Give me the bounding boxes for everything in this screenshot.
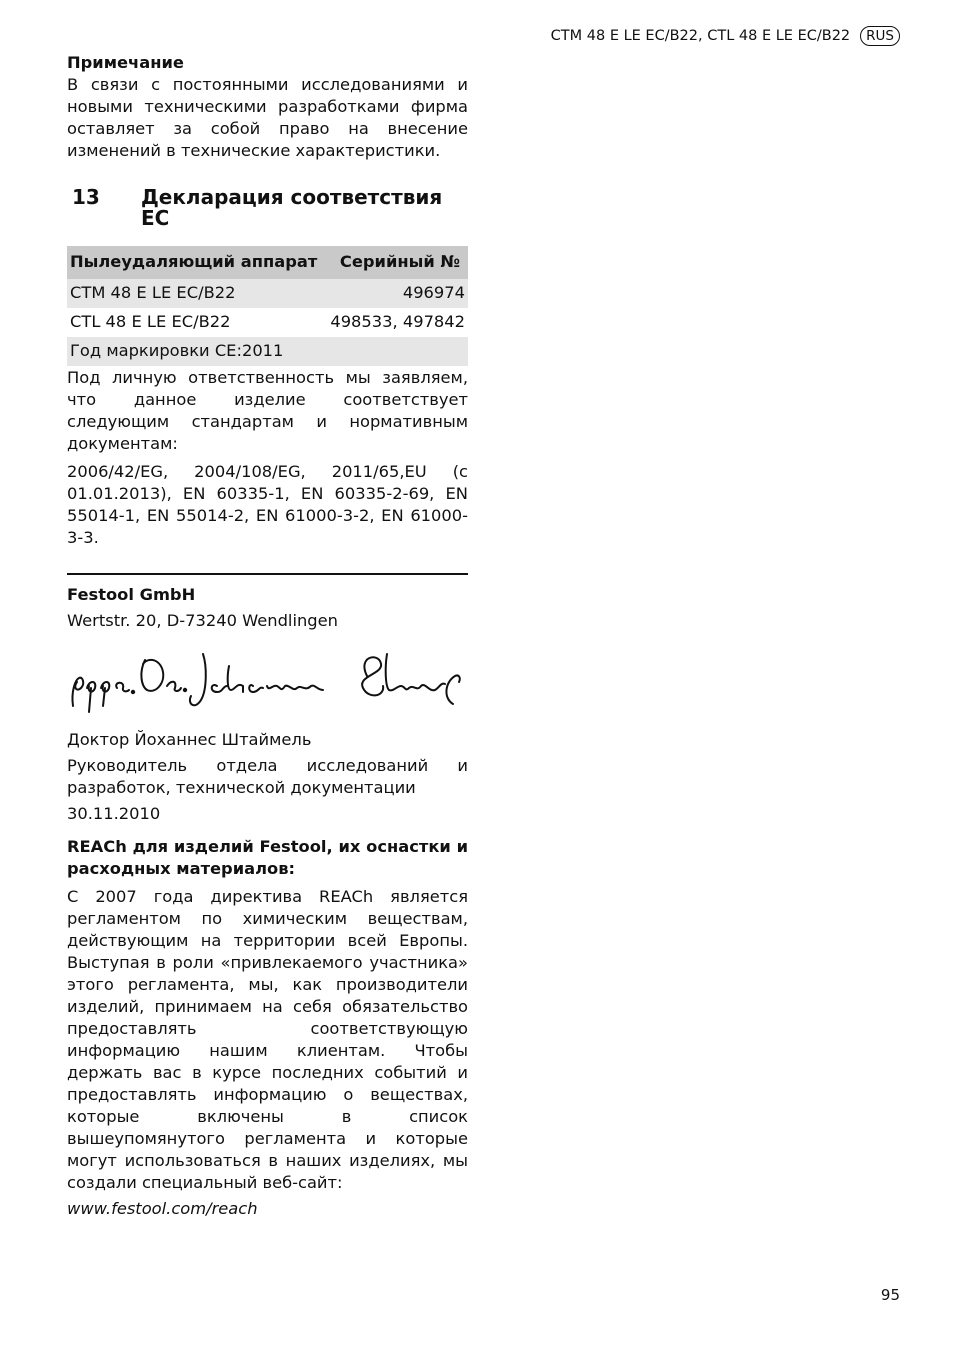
section-heading	[67, 187, 468, 229]
reach-title: REACh для изделий Festool, их оснастки и расходных материалов:	[67, 837, 468, 878]
signature-date: 30.11.2010	[67, 804, 161, 823]
table-footer-row	[67, 337, 468, 366]
table-header-serial: Серийный №	[325, 246, 468, 279]
table-header-device: Пылеудаляющий аппарат	[67, 246, 325, 279]
reach-text: С 2007 года директива REACh является регламентом по химическим веществам, действующим на территории всей Европы. Выступая в роли «привлекаемого участника» этого регламента, мы, как производители изделий, принимаем на себя обязательство предоставлять соответствующую информацию нашим клиентам. Чтобы держать вас в курсе последних событий и предоставлять информацию о веществах, которые включены в список вышеупомянутого регламента и которые могут использоваться в наших изделиях, мы создали специальный веб-сайт:	[67, 887, 468, 1192]
divider	[67, 573, 468, 575]
section-number: 13	[72, 185, 100, 209]
signer-title: Руководитель отдела исследований и разработок, технической документации	[67, 756, 468, 797]
table-cell-model: CTM 48 E LE EC/B22	[67, 279, 325, 308]
signer-name: Доктор Йоханнес Штаймель	[67, 730, 312, 749]
signature-image	[67, 646, 467, 720]
table-header-row	[67, 246, 468, 279]
header-models: CTM 48 E LE EC/B22, CTL 48 E LE EC/B22	[550, 28, 851, 44]
table-cell-model: CTL 48 E LE EC/B22	[70, 312, 231, 331]
table-cell-serial: 498533, 497842	[330, 312, 465, 331]
table-row	[67, 308, 468, 337]
ce-marking-year: Год маркировки CE:2011	[67, 337, 468, 366]
main-column	[67, 0, 468, 1220]
table-cell-serial: 496974	[325, 279, 468, 308]
declaration-table	[67, 246, 468, 366]
reach-url-link[interactable]: www.festool.com/reach	[67, 1199, 258, 1218]
note-title: Примечание	[67, 53, 184, 72]
company-name: Festool GmbH	[67, 585, 196, 604]
standards-list: 2006/42/EG, 2004/108/EG, 2011/65,EU (с 01.01.2013), EN 60335-1, EN 60335-2-69, EN 55014-1, EN 55014-2, EN 61000-3-2, EN 61000-3-3.	[67, 462, 468, 547]
page-header	[551, 26, 900, 46]
table-row	[67, 279, 468, 308]
note-text: В связи с постоянными исследованиями и новыми техническими разработками фирма оставляет за собой право на внесение изменений в технические характеристики.	[67, 75, 468, 160]
language-badge: RUS	[860, 26, 900, 46]
company-address: Wertstr. 20, D-73240 Wendlingen	[67, 611, 338, 630]
page-number: 95	[880, 1286, 900, 1304]
section-title: Декларация соответствия ЕС	[140, 185, 443, 230]
declaration-text: Под личную ответственность мы заявляем, что данное изделие соответствует следующим стандартам и нормативным документам:	[67, 368, 468, 453]
